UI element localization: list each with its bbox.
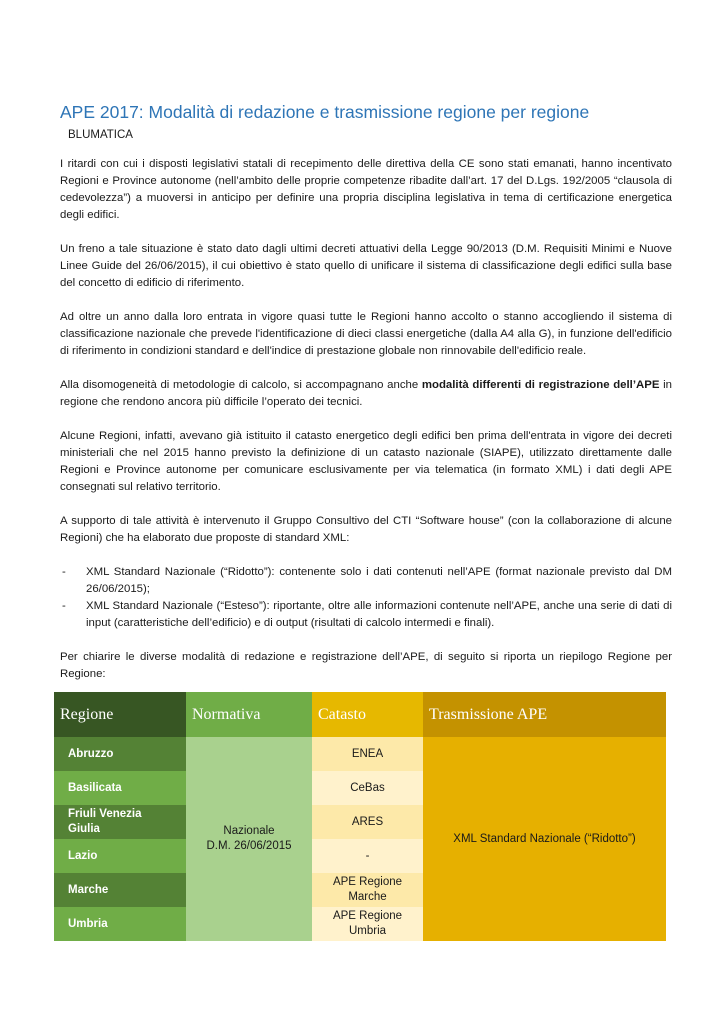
header-trasmissione: Trasmissione APE — [423, 692, 666, 737]
paragraph-3: Ad oltre un anno dalla loro entrata in vigore quasi tutte le Regioni hanno accolto o stanno accogliendo il sistema di classificazione nazionale che prevede l'identificazione di dieci classi energetiche (dalla A4 alla G), in funzione dell'edificio di riferimento in condizioni standard e dell'indice di prestazione globale non rinnovabile dell'edificio reale. — [60, 311, 672, 357]
dash-bullet: - — [62, 600, 66, 612]
list-item-text: XML Standard Nazionale (“Esteso”): riportante, oltre alle informazioni contenute nell’APE, anche una serie di dati di input (caratteristiche dell’edificio) e di output (risultati di calcolo intermedi e finali). — [86, 600, 672, 629]
article — [60, 100, 672, 683]
paragraph-4-bold: modalità differenti di registrazione dell’APE — [421, 379, 660, 391]
table-header-row — [54, 692, 666, 737]
page-title: APE 2017: Modalità di redazione e trasmissione regione per regione — [60, 102, 590, 122]
catasto-cell — [312, 873, 423, 907]
paragraph-4 — [60, 377, 672, 411]
catasto-cell — [312, 907, 423, 941]
paragraph-7: Per chiarire le diverse modalità di redazione e registrazione dell’APE, di seguito si riporta un riepilogo Regione per Regione: — [60, 651, 672, 680]
dash-bullet: - — [62, 566, 66, 578]
catasto-line-2: Umbria — [348, 925, 387, 937]
paragraph-2: Un freno a tale situazione è stato dato dagli ultimi decreti attuativi della Legge 90/2013 (D.M. Requisiti Minimi e Nuove Linee Guide del 26/06/2015), il cui obiettivo è stato quello di unificare il sistema di classificazione degli edifici sulla base del concetto di edificio di riferimento. — [60, 243, 672, 289]
trasmissione-cell: XML Standard Nazionale (“Ridotto”) — [423, 737, 666, 941]
catasto-cell: ENEA — [312, 737, 423, 771]
regions-table — [54, 692, 666, 941]
paragraph-4-text-a: Alla disomogeneità di metodologie di calcolo, si accompagnano anche — [60, 379, 422, 391]
normativa-cell — [186, 737, 312, 941]
catasto-cell: ARES — [312, 805, 423, 839]
normativa-line-1: Nazionale — [223, 825, 275, 837]
catasto-line-1: APE Regione — [332, 876, 403, 888]
regione-cell: Marche — [54, 873, 186, 907]
regione-cell: Umbria — [54, 907, 186, 941]
regione-line-2: Giulia — [68, 823, 100, 835]
header-catasto: Catasto — [312, 692, 423, 737]
regione-line-1: Friuli Venezia — [68, 808, 142, 820]
paragraph-6: A supporto di tale attività è intervenuto il Gruppo Consultivo del CTI “Software house” (con la collaborazione di alcune Regioni) che ha elaborato due proposte di standard XML: — [60, 515, 672, 544]
regione-cell: Lazio — [54, 839, 186, 873]
catasto-cell: - — [312, 839, 423, 873]
regione-cell — [54, 805, 186, 839]
catasto-line-1: APE Regione — [332, 910, 403, 922]
list-item — [60, 598, 672, 632]
author: BLUMATICA — [68, 129, 133, 141]
paragraph-1: I ritardi con cui i disposti legislativi statali di recepimento delle direttiva della CE sono stati emanati, hanno incentivato Regioni e Province autonome (nell’ambito delle proprie competenze ribadite dall’art. 17 del D.Lgs. 192/2005 “clausola di cedevolezza”) a muoversi in anticipo per definire una propria disciplina legislativa in tema di certificazione energetica degli edifici. — [60, 158, 672, 221]
catasto-line-2: Marche — [348, 891, 387, 903]
header-regione: Regione — [54, 692, 186, 737]
paragraph-4-text-b: in regione che rendono ancora più difficile l’operato dei tecnici. — [60, 379, 672, 408]
paragraph-5: Alcune Regioni, infatti, avevano già istituito il catasto energetico degli edifici ben prima dell'entrata in vigore dei decreti ministeriali che nel 2015 hanno previsto la definizione di un catasto nazionale (SIAPE), utilizzato direttamente dalle Regioni e Province autonome per comunicare esclusivamente per via telematica (in formato XML) i dati degli APE consegnati sul relativo territorio. — [60, 430, 672, 493]
regione-cell: Basilicata — [54, 771, 186, 805]
list-item — [60, 564, 672, 598]
xml-standard-list — [60, 564, 672, 632]
table-row — [54, 737, 666, 771]
header-normativa: Normativa — [186, 692, 312, 737]
normativa-line-2: D.M. 26/06/2015 — [206, 840, 292, 852]
catasto-cell: CeBas — [312, 771, 423, 805]
regione-cell: Abruzzo — [54, 737, 186, 771]
list-item-text: XML Standard Nazionale (“Ridotto”): contenente solo i dati contenuti nell’APE (format nazionale previsto dal DM 26/06/2015); — [86, 566, 672, 595]
